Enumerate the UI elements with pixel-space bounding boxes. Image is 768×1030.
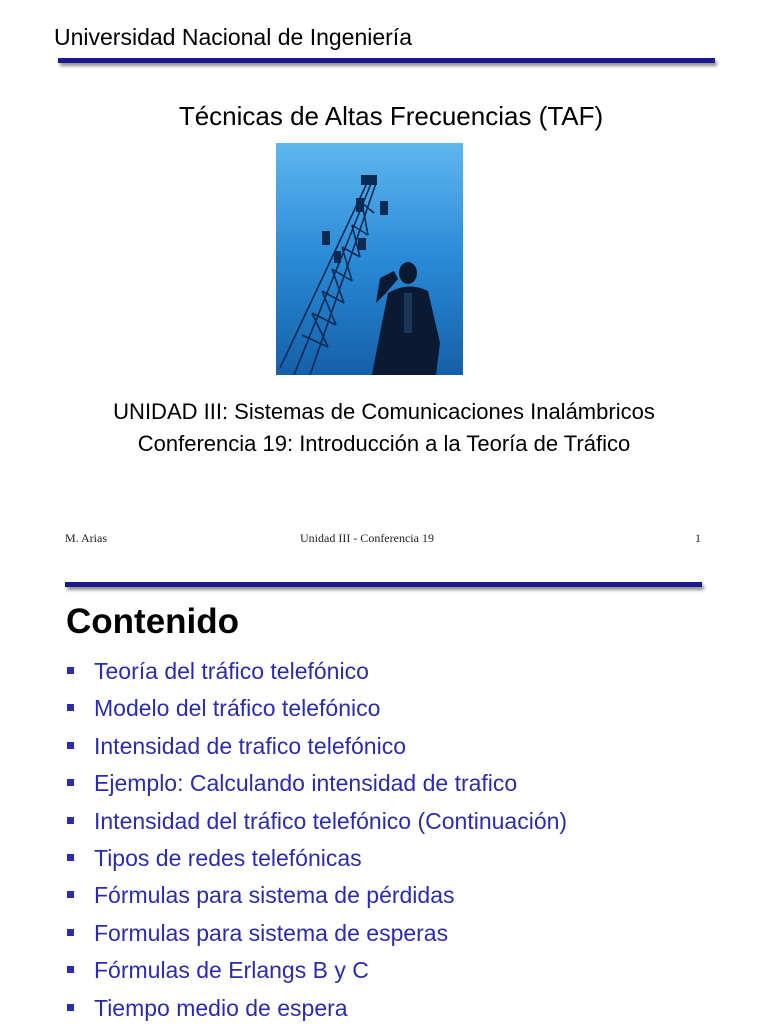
list-item: [66, 768, 567, 805]
list-item-label: Ejemplo: Calculando intensidad de trafico: [94, 770, 518, 797]
bullet-square: [67, 854, 74, 861]
list-item-label: Tiempo medio de espera: [94, 994, 348, 1021]
list-item-label: Fórmulas para sistema de pérdidas: [94, 882, 455, 909]
header-rule: [58, 58, 715, 63]
institution-name: Universidad Nacional de Ingeniería: [54, 24, 412, 50]
list-item-label: Modelo del tráfico telefónico: [94, 695, 381, 722]
course-title: Técnicas de Altas Frecuencias (TAF): [178, 101, 604, 131]
bullet-square: [67, 1004, 74, 1011]
conference-title: Conferencia 19: Introducción a la Teoría de Tráfico: [137, 431, 631, 456]
contents-list: [66, 656, 567, 1030]
list-item-label: Intensidad del tráfico telefónico (Continuación): [94, 807, 568, 834]
bullet-square: [67, 966, 74, 973]
list-item-label: Teoría del tráfico telefónico: [94, 658, 369, 684]
bullet-square: [67, 779, 74, 786]
list-item: [66, 693, 567, 730]
list-item: [66, 955, 567, 992]
list-item: [66, 656, 567, 693]
unit-title: UNIDAD III: Sistemas de Comunicaciones Inalámbricos: [113, 399, 655, 424]
bullet-square: [67, 704, 74, 711]
list-item-label: Tipos de redes telefónicas: [94, 844, 362, 871]
bullet-square: [67, 817, 74, 824]
bullet-square: [67, 742, 74, 749]
bullet-square: [67, 667, 74, 674]
list-item-label: Formulas para sistema de esperas: [94, 919, 449, 946]
bullet-square: [67, 891, 74, 898]
list-item: [66, 843, 567, 880]
list-item: [66, 731, 567, 768]
list-item: [66, 993, 567, 1030]
tower-photo: [276, 143, 463, 375]
contents-slide: [0, 565, 768, 1024]
list-item: [66, 880, 567, 917]
bullet-square: [67, 929, 74, 936]
list-item-label: Intensidad de trafico telefónico: [94, 732, 406, 759]
list-item-label: Fórmulas de Erlangs B y C: [94, 957, 369, 984]
list-item: [66, 806, 567, 843]
footer-center: Unidad III - Conferencia 19: [300, 531, 434, 545]
list-item: [66, 918, 567, 955]
footer-author: M. Arias: [65, 531, 107, 545]
contents-rule: [65, 582, 702, 587]
footer-page-number: 1: [695, 531, 701, 545]
contents-heading: Contenido: [66, 602, 240, 641]
